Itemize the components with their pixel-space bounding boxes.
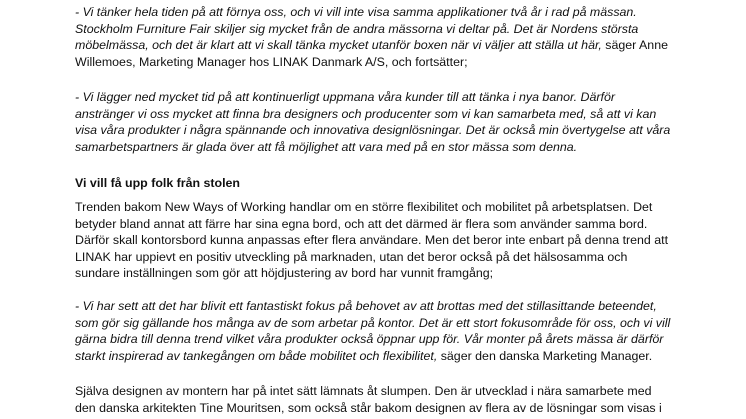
text-line: sundare inställningen som gör att höjdjustering av bord har vunnit framgång;	[75, 266, 494, 280]
text-line: - Vi har sett att det har blivit ett fantastiskt fokus på behovet av att brottas med det stillasittande beteendet,	[75, 299, 657, 313]
text-line: Därför skall kontorsbord kunna anpassas efter flera användare. Men det beror inte enbart på denna trend att	[75, 233, 669, 247]
text-line-attribution: säger Anne	[601, 38, 668, 52]
quote-paragraph-1	[75, 4, 685, 70]
text-line: - Vi tänker hela tiden på att förnya oss, och vi vill inte visa samma applikationer två år i rad på mässan.	[75, 5, 637, 19]
quote-paragraph-3	[75, 298, 685, 364]
text-line-italic-part: möbelmässa, och det är klart att vi skall tänka mycket utanför boxen när vi väljer att ställa ut här,	[75, 38, 602, 52]
closing-paragraph	[75, 383, 685, 416]
text-line: Willemoes, Marketing Manager hos LINAK Danmark A/S, och fortsätter;	[75, 54, 468, 69]
text-line	[75, 37, 685, 54]
text-line: Stockholm Furniture Fair skiljer sig mycket från de andra mässorna vi deltar på. Det är Nordens största	[75, 21, 639, 36]
text-line: - Vi lägger ned mycket tid på att kontinuerligt uppmana våra kunder till att tänka i nya banor. Därför	[75, 90, 615, 104]
text-line: Själva designen av montern har på intet sätt lämnats åt slumpen. Den är utvecklad i nära samarbete med	[75, 384, 652, 398]
text-line: gärna bidra till denna trend vilket våra produkter också öppnar upp för. Vår monter på årets mässa är därför	[75, 332, 664, 346]
text-line: visa våra produkter i några spännande och innovativa designlösningar. Det är också min övertygelse att våra	[75, 123, 671, 137]
text-line: den danska arkitekten Tine Mouritsen, som också står bakom designen av flera av de lösningar som visas i	[75, 400, 662, 415]
text-line	[75, 348, 685, 365]
section-heading: Vi vill få upp folk från stolen	[75, 176, 241, 190]
text-line-attribution: säger den danska Marketing Manager.	[437, 348, 653, 363]
text-line: samarbetspartners är glada över att få möjlighet att vara med på en stor mässa som denna.	[75, 139, 578, 154]
text-line: som gör sig gällande hos många av de som arbetar på kontor. Det är ett stort fokusområde för oss, och vi vill	[75, 315, 671, 330]
body-paragraph	[75, 199, 685, 282]
text-line: anstränger vi oss mycket att finna bra designers och producenter som vi kan samarbeta med, så att vi kan	[75, 106, 657, 121]
text-line-italic-part: starkt inspirerad av tankegången om både mobilitet och flexibilitet,	[75, 348, 438, 363]
text-line: betyder bland annat att färre har sina egna bord, och att det därmed är flera som använder samma bord.	[75, 216, 648, 231]
text-line: LINAK har uppievt en positiv utveckling på marknaden, utan det beror också på det hälsosamma och	[75, 249, 628, 264]
text-line: Trenden bakom New Ways of Working handlar om en större flexibilitet och mobilitet på arbetsplatsen. Det	[75, 200, 653, 214]
quote-paragraph-2	[75, 89, 685, 155]
